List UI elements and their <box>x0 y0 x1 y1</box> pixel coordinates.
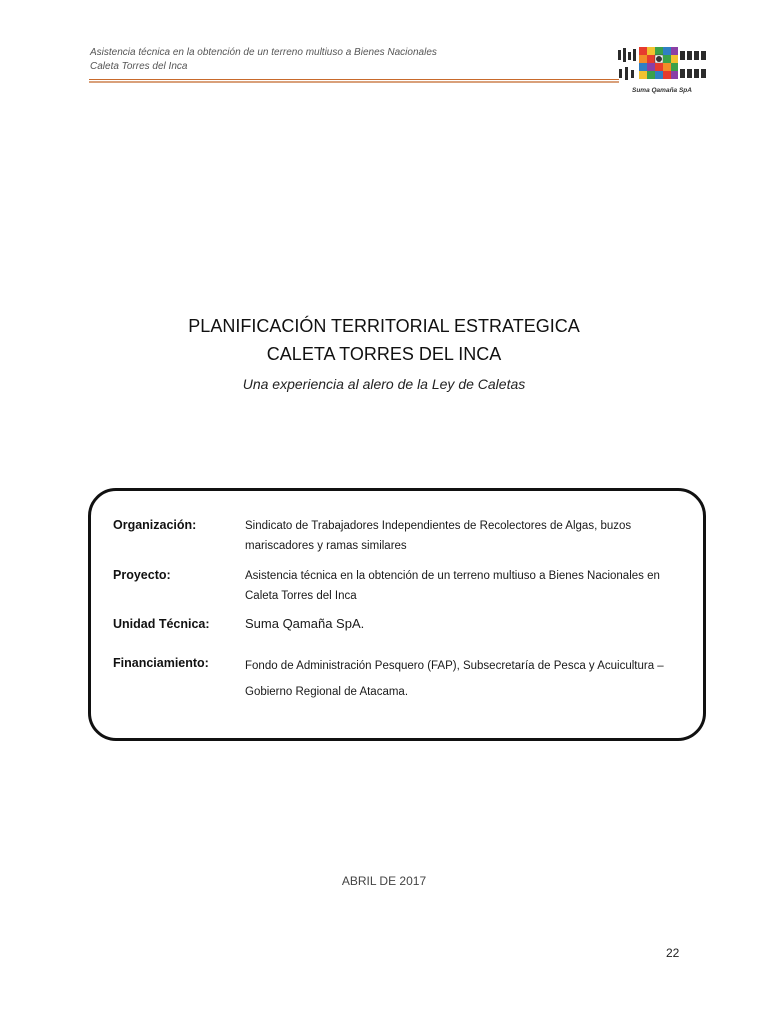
header-line-1: Asistencia técnica en la obtención de un terreno multiuso a Bienes Nacionales <box>90 47 437 58</box>
document-title-line-2: CALETA TORRES DEL INCA <box>266 344 502 364</box>
colorful-mosaic-logo-icon <box>614 44 714 104</box>
unidad-tecnica-label: Unidad Técnica: <box>113 617 210 631</box>
organizacion-label: Organización: <box>113 518 197 532</box>
logo-text: Suma Qamaña SpA <box>632 87 692 94</box>
proyecto-label: Proyecto: <box>113 568 171 582</box>
document-subtitle: Una experiencia al alero de la Ley de Caletas <box>242 376 526 392</box>
organizacion-value: Sindicato de Trabajadores Independientes de Recolectores de Algas, buzos mariscadores y ramas similares <box>245 520 632 552</box>
unidad-tecnica-value: Suma Qamaña SpA. <box>245 616 365 631</box>
document-date: ABRIL DE 2017 <box>341 874 427 888</box>
header-rule <box>89 79 619 84</box>
page-number: 22 <box>666 946 680 960</box>
header-line-2: Caleta Torres del Inca <box>90 61 188 72</box>
running-header <box>90 46 437 74</box>
proyecto-value: Asistencia técnica en la obtención de un terreno multiuso a Bienes Nacionales en Caleta Torres del Inca <box>245 570 660 602</box>
financiamiento-label: Financiamiento: <box>113 656 209 670</box>
document-title-line-1: PLANIFICACIÓN TERRITORIAL ESTRATEGICA <box>188 316 580 336</box>
financiamiento-value: Fondo de Administración Pesquero (FAP), Subsecretaría de Pesca y Acuicultura – Gobierno Regional de Atacama. <box>245 660 664 698</box>
